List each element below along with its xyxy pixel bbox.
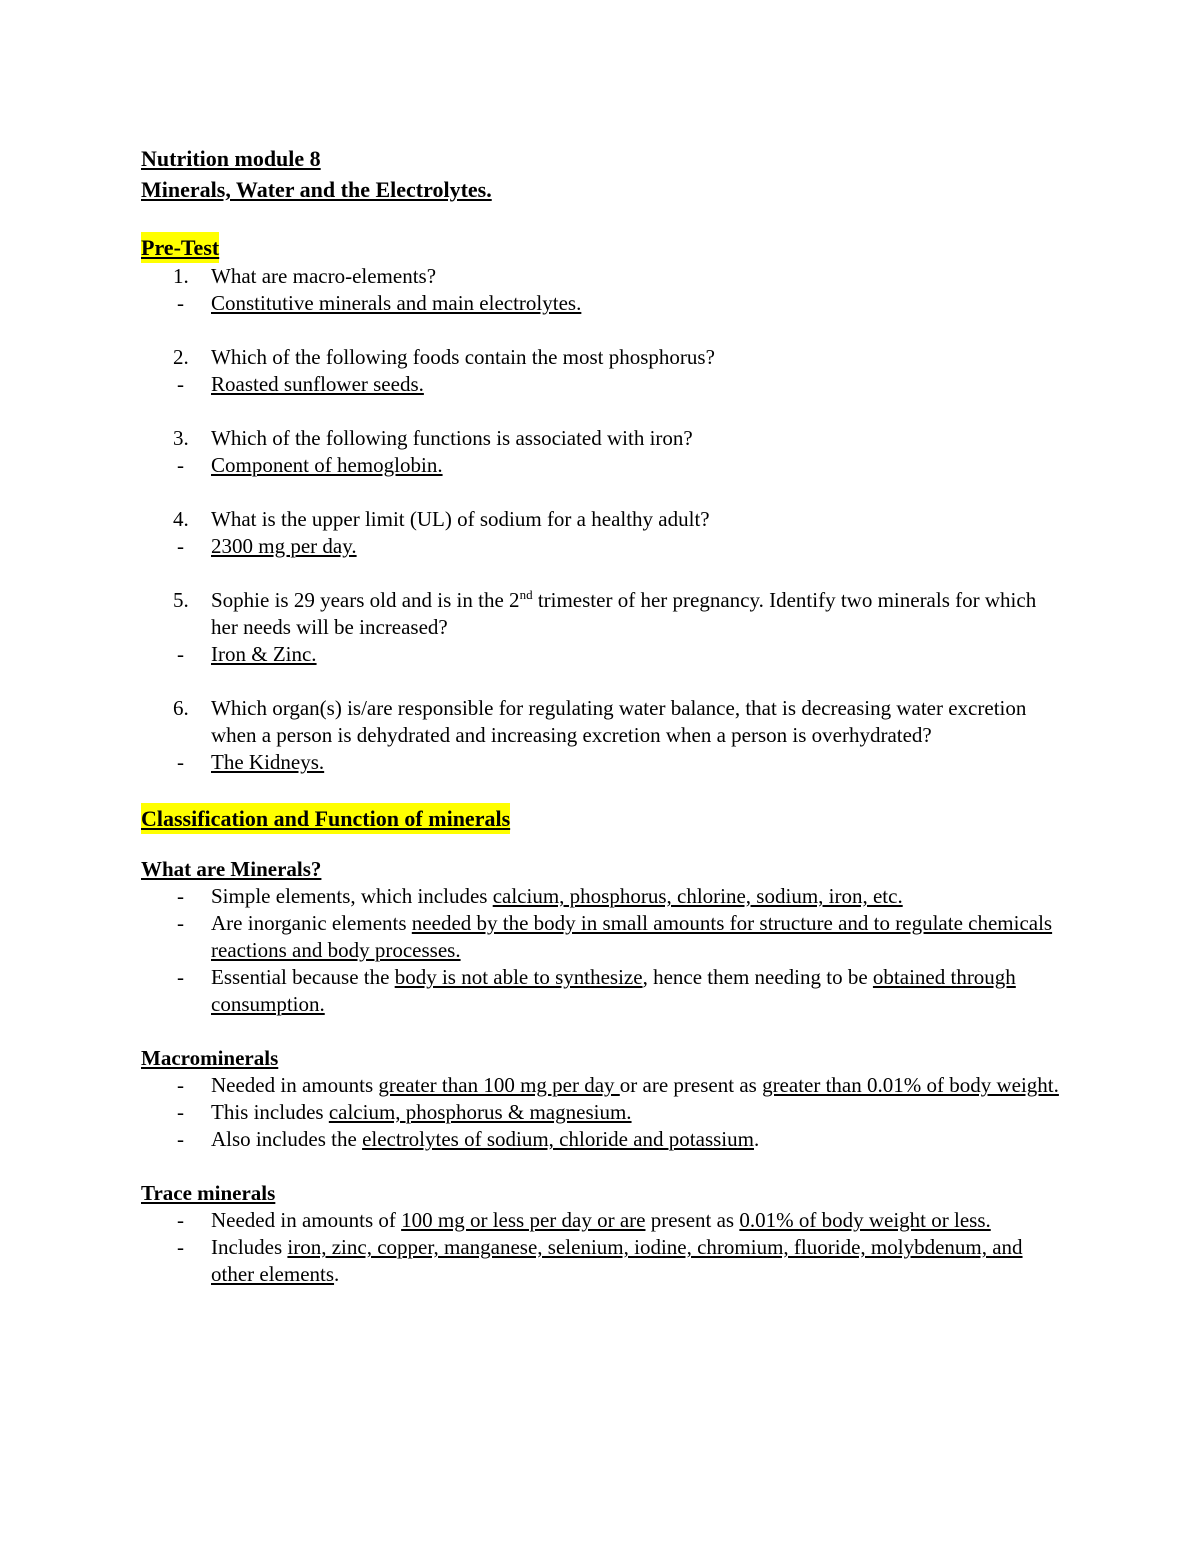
answer-5 — [141, 641, 1066, 668]
dash-marker: - — [177, 1100, 184, 1124]
bullet-text: or are present as — [619, 1073, 763, 1097]
bullet-item — [141, 910, 1066, 964]
dash-marker: - — [177, 1235, 184, 1259]
bullet-text: Simple elements, which includes — [211, 884, 493, 908]
question-6 — [141, 695, 1066, 749]
what-are-minerals-heading: What are Minerals? — [141, 857, 322, 881]
bullet-underlined: greater than 100 mg per day — [378, 1073, 620, 1097]
answer-2 — [141, 371, 1066, 398]
dash-marker: - — [177, 291, 184, 315]
bullet-text: . — [334, 1262, 340, 1286]
question-number: 2. — [173, 345, 189, 369]
document-subtitle: Minerals, Water and the Electrolytes. — [141, 177, 492, 202]
question-text: Which of the following foods contain the most phosphorus? — [211, 345, 715, 369]
bullet-text: Includes — [211, 1235, 288, 1259]
answer-text: Roasted sunflower seeds. — [211, 372, 424, 396]
macrominerals-heading: Macrominerals — [141, 1046, 279, 1070]
dash-marker: - — [177, 1127, 184, 1151]
bullet-underlined: obtained through consumption. — [211, 965, 1016, 1016]
answer-3 — [141, 452, 1066, 479]
dash-marker: - — [177, 642, 184, 666]
bullet-underlined: calcium, phosphorus, chlorine, sodium, iron, etc. — [492, 884, 903, 908]
answer-1 — [141, 290, 1066, 317]
bullet-item — [141, 883, 1066, 910]
answer-6 — [141, 749, 1066, 776]
bullet-item — [141, 964, 1066, 1018]
bullet-text: Also includes the — [211, 1127, 363, 1151]
question-text: What are macro-elements? — [211, 264, 437, 288]
answer-text: Iron & Zinc. — [211, 642, 317, 666]
question-3 — [141, 425, 1066, 452]
dash-marker: - — [177, 750, 184, 774]
classification-heading: Classification and Function of minerals — [141, 803, 510, 834]
question-5 — [141, 587, 1066, 641]
question-text-end: trimester of her pregnancy. Identify two minerals for which her needs will be increased? — [211, 588, 1037, 639]
dash-marker: - — [177, 453, 184, 477]
bullet-underlined: electrolytes of sodium, chloride and potassium — [362, 1127, 754, 1151]
document-title: Nutrition module 8 — [141, 146, 321, 171]
bullet-text: Needed in amounts of — [211, 1208, 402, 1232]
question-number: 6. — [173, 696, 189, 720]
answer-text: Constitutive minerals and main electrolytes. — [211, 291, 582, 315]
document-page — [141, 143, 1066, 1288]
dash-marker: - — [177, 1073, 184, 1097]
bullet-text: . — [753, 1127, 760, 1151]
question-number: 5. — [173, 588, 189, 612]
dash-marker: - — [177, 965, 184, 989]
trace-minerals-heading: Trace minerals — [141, 1181, 276, 1205]
bullet-item — [141, 1126, 1066, 1153]
pretest-heading: Pre-Test — [141, 232, 219, 263]
question-number: 3. — [173, 426, 189, 450]
bullet-underlined: needed by the body in small amounts for structure and to regulate chemicals reactions and body processes. — [211, 911, 1053, 962]
bullet-text: Are inorganic elements — [211, 911, 412, 935]
bullet-text: present as — [645, 1208, 740, 1232]
question-text: Which of the following functions is associated with iron? — [211, 426, 693, 450]
classification-section — [141, 803, 1066, 1288]
bullet-underlined: calcium, phosphorus & magnesium. — [328, 1100, 632, 1124]
question-1 — [141, 263, 1066, 290]
dash-marker: - — [177, 884, 184, 908]
question-4 — [141, 506, 1066, 533]
bullet-underlined: 0.01% of body weight or less. — [739, 1208, 991, 1232]
dash-marker: - — [177, 1208, 184, 1232]
pretest-section — [141, 232, 1066, 776]
question-number: 4. — [173, 507, 189, 531]
bullet-item — [141, 1072, 1066, 1099]
answer-text: 2300 mg per day. — [211, 534, 357, 558]
question-number: 1. — [173, 264, 189, 288]
answer-text: The Kidneys. — [211, 750, 325, 774]
dash-marker: - — [177, 372, 184, 396]
bullet-item — [141, 1207, 1066, 1234]
bullet-text: , hence them needing to be — [642, 965, 873, 989]
bullet-item — [141, 1099, 1066, 1126]
answer-text: Component of hemoglobin. — [211, 453, 443, 477]
bullet-item — [141, 1234, 1066, 1288]
dash-marker: - — [177, 534, 184, 558]
bullet-text: Needed in amounts — [211, 1073, 379, 1097]
ordinal-suffix: nd — [519, 587, 533, 602]
question-2 — [141, 344, 1066, 371]
bullet-underlined: iron, zinc, copper, manganese, selenium, iodine, chromium, fluoride, molybdenum, and other elements — [211, 1235, 1023, 1286]
bullet-underlined: greater than 0.01% of body weight. — [762, 1073, 1059, 1097]
bullet-text: Essential because the — [211, 965, 395, 989]
bullet-text: This includes — [211, 1100, 329, 1124]
question-text: Which organ(s) is/are responsible for regulating water balance, that is decreasing water excretion when a person is dehydrated and increasing excretion when a person is overhydrated? — [211, 696, 1027, 747]
bullet-underlined: 100 mg or less per day or are — [401, 1208, 646, 1232]
bullet-underlined: body is not able to synthesize — [394, 965, 643, 989]
question-text-start: Sophie is 29 years old and is in the 2 — [211, 588, 520, 612]
question-text: What is the upper limit (UL) of sodium for a healthy adult? — [211, 507, 710, 531]
dash-marker: - — [177, 911, 184, 935]
answer-4 — [141, 533, 1066, 560]
